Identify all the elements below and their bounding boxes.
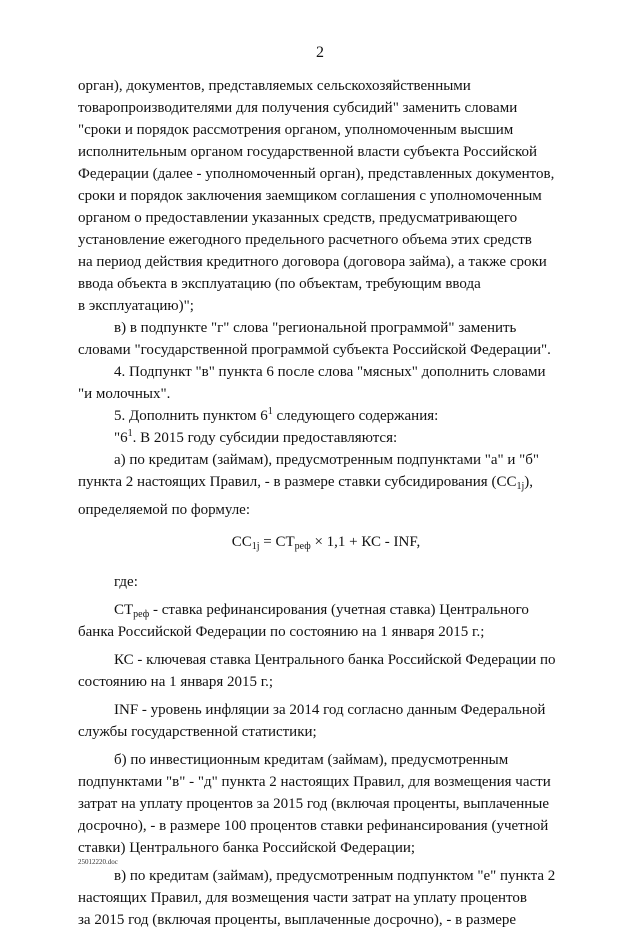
text-line: подпунктами "в" - "д" пункта 2 настоящих Правил, для возмещения части	[78, 774, 551, 790]
text-line: в) в подпункте "г" слова "региональной программой" заменить	[114, 320, 517, 336]
text-line: досрочно), - в размере 100 процентов ставки рефинансирования (учетной	[78, 818, 549, 834]
text-fragment: "6	[114, 430, 128, 446]
text-line: затрат на уплату процентов за 2015 год (включая проценты, выплаченные	[78, 796, 550, 812]
text-fragment: - ставка рефинансирования (учетная ставка) Центрального	[149, 602, 529, 618]
text-fragment: ),	[524, 474, 533, 490]
text-line: исполнительным органом государственной власти субъекта Российской	[78, 144, 538, 160]
formula-part: × 1,1 + КС - INF,	[310, 534, 421, 550]
text-line	[78, 405, 574, 427]
page-number: 2	[316, 44, 324, 61]
formula-part: = СТ	[259, 534, 295, 550]
text-fragment: СТ	[114, 602, 134, 618]
text-line: "сроки и порядок рассмотрения органом, уполномоченным высшим	[78, 122, 514, 138]
text-line: установление ежегодного предельного расчетного объема этих средств	[78, 232, 532, 248]
text-line: сроки и порядок заключения заемщиком соглашения с уполномоченным	[78, 188, 542, 204]
text-line: Федерации (далее - уполномоченный орган), представленных документов,	[78, 166, 555, 182]
text-line	[78, 427, 574, 449]
document-body	[78, 75, 574, 931]
subscript: реф	[294, 541, 311, 552]
text-line: где:	[114, 574, 138, 590]
subscript: реф	[133, 609, 150, 620]
text-line: словами "государственной программой субъекта Российской Федерации".	[78, 342, 551, 358]
superscript: 1	[127, 428, 133, 439]
text-line	[78, 599, 574, 621]
text-fragment: пункта 2 настоящих Правил, - в размере ставки субсидирования (СС	[78, 474, 517, 490]
text-line: состоянию на 1 января 2015 г.;	[78, 674, 274, 690]
footer-file-code: 25012220.doc	[78, 858, 118, 866]
text-line: INF - уровень инфляции за 2014 год согласно данным Федеральной	[114, 702, 546, 718]
text-fragment: 5. Дополнить пунктом 6	[114, 408, 268, 424]
text-line: за 2015 год (включая проценты, выплаченные досрочно), - в размере	[78, 912, 517, 928]
text-line: настоящих Правил, для возмещения части затрат на уплату процентов	[78, 890, 527, 906]
subscript: 1j	[251, 541, 260, 552]
text-fragment: следующего содержания:	[272, 408, 439, 424]
text-line: в эксплуатацию)";	[78, 298, 194, 314]
text-line: ставки) Центрального банка Российской Федерации;	[78, 840, 416, 856]
text-line: б) по инвестиционным кредитам (займам), предусмотренным	[114, 752, 509, 768]
formula	[78, 527, 574, 557]
text-line: на период действия кредитного договора (договора займа), а также сроки	[78, 254, 547, 270]
text-line: службы государственной статистики;	[78, 724, 317, 740]
text-line: ввода объекта в эксплуатацию (по объектам, требующим ввода	[78, 276, 481, 292]
text-line: товаропроизводителями для получения субсидий" заменить словами	[78, 100, 518, 116]
text-line: 4. Подпункт "в" пункта 6 после слова "мясных" дополнить словами	[114, 364, 546, 380]
text-line: определяемой по формуле:	[78, 502, 251, 518]
formula-part: СС	[231, 534, 252, 550]
text-line: "и молочных".	[78, 386, 171, 402]
text-line: в) по кредитам (займам), предусмотренным подпунктом "е" пункта 2	[114, 868, 556, 884]
text-line: банка Российской Федерации по состоянию на 1 января 2015 г.;	[78, 624, 485, 640]
text-line	[78, 471, 574, 493]
text-line: орган), документов, представляемых сельскохозяйственными	[78, 78, 471, 94]
text-line: органом о предоставлении указанных средств, предусматривающего	[78, 210, 518, 226]
superscript: 1	[267, 406, 273, 417]
text-line: КС - ключевая ставка Центрального банка Российской Федерации по	[114, 652, 556, 668]
text-line: а) по кредитам (займам), предусмотренным подпунктами "а" и "б"	[114, 452, 540, 468]
subscript: 1j	[516, 481, 525, 492]
text-fragment: . В 2015 году субсидии предоставляются:	[132, 430, 398, 446]
